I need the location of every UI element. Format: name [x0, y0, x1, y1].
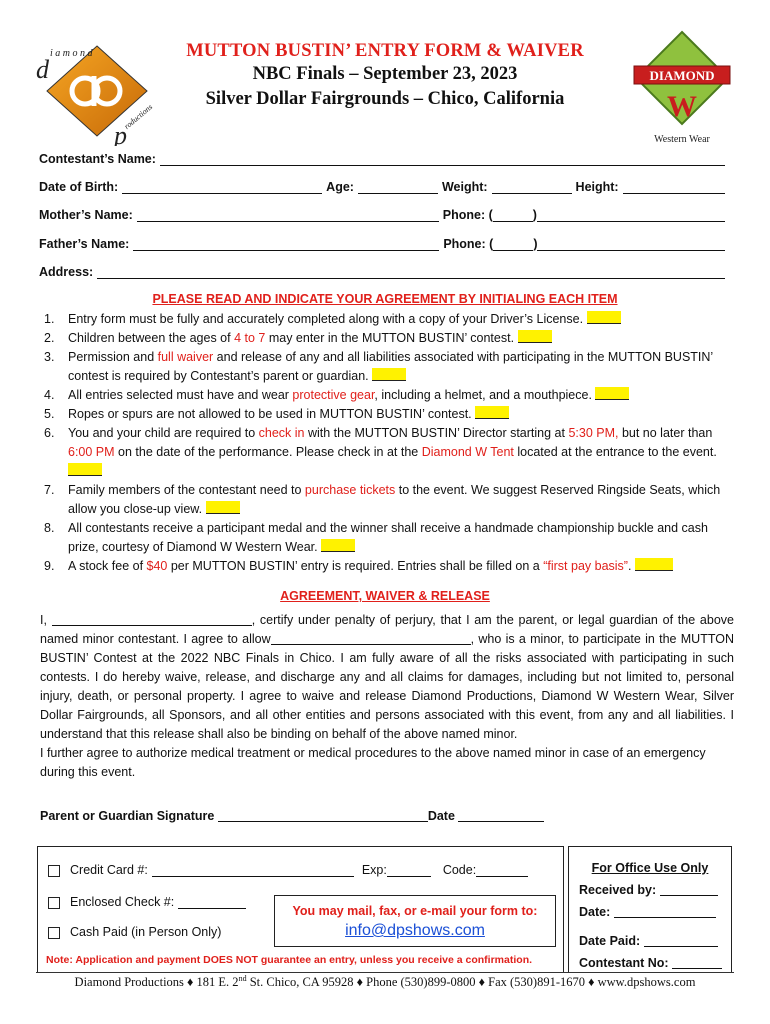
svg-text:roductions: roductions — [122, 102, 155, 132]
office-date-field[interactable] — [614, 905, 716, 918]
dob-label: Date of Birth: — [39, 180, 119, 194]
credit-card-row — [48, 863, 528, 877]
code-field[interactable] — [476, 864, 528, 877]
credit-card-checkbox[interactable] — [48, 865, 60, 877]
highlighted-text: 5:30 PM, — [568, 426, 619, 440]
cash-row — [48, 925, 221, 939]
mail-box — [274, 895, 556, 947]
footer-divider — [36, 972, 734, 973]
agreement-text: Family members of the contestant need to — [68, 483, 305, 497]
waiver-paragraph-2: I further agree to authorize medical treatment or medical procedures to the above named minor in case of an emergency during this event. — [40, 746, 706, 779]
father-phone-area-field[interactable] — [493, 238, 533, 251]
svg-text:i a m o n d: i a m o n d — [50, 48, 93, 59]
mother-name-label: Mother’s Name: — [39, 208, 133, 222]
agreement-item-number: 1. — [44, 312, 55, 326]
agreement-item-number: 6. — [44, 426, 55, 440]
office-date-row — [579, 905, 716, 919]
agreement-item — [40, 481, 734, 519]
check-checkbox[interactable] — [48, 897, 60, 909]
waiver-heading: AGREEMENT, WAIVER & RELEASE — [280, 589, 490, 603]
address-row — [39, 263, 729, 279]
agreement-item — [40, 405, 734, 424]
mother-phone-label: Phone: ( — [442, 208, 493, 222]
signature-row — [40, 809, 544, 823]
initial-field[interactable] — [321, 539, 355, 552]
check-field[interactable] — [178, 896, 246, 909]
father-row — [39, 235, 729, 251]
payment-note: Note: Application and payment DOES NOT guarantee an entry, unless you receive a confirmation. — [46, 954, 533, 966]
agreement-text: to the event. We suggest Reserved Ringside Seats, which allow you close-up view. — [68, 483, 721, 516]
father-phone-field[interactable] — [537, 238, 725, 251]
agreement-text: All entries selected must have and wear — [68, 388, 293, 402]
highlighted-text: check in — [258, 426, 305, 440]
agreement-text: and release of any and all liabilities associated with participating in the MUTTON BUSTIN’ contest is required by Contestant’s parent or guardian. — [68, 350, 713, 383]
svg-text:W: W — [667, 90, 697, 123]
agreement-item-number: 7. — [44, 483, 55, 497]
highlighted-text: Diamond W Tent — [421, 445, 514, 459]
agreement-text: A stock fee of — [68, 559, 147, 573]
agreement-list — [40, 310, 734, 576]
highlighted-text: purchase tickets — [304, 483, 396, 497]
diamond-productions-logo — [22, 36, 172, 146]
agreement-item — [40, 348, 734, 386]
highlighted-text: “first pay basis” — [543, 559, 628, 573]
footer-address: Diamond Productions ♦ 181 E. 2nd St. Chico, CA 95928 ♦ Phone (530)899-0800 ♦ Fax (530)891-1670 ♦ www.dpshows.com — [74, 974, 696, 990]
agreement-item-number: 4. — [44, 388, 55, 402]
signature-date-label: Date — [427, 809, 455, 823]
venue-line: Silver Dollar Fairgrounds – Chico, California — [205, 89, 565, 109]
height-field[interactable] — [623, 181, 725, 194]
credit-card-field[interactable] — [152, 864, 354, 877]
initial-field[interactable] — [587, 311, 621, 324]
initial-field[interactable] — [635, 558, 673, 571]
svg-text:DIAMOND: DIAMOND — [649, 68, 715, 83]
waiver-text-certify: , certify under penalty of perjury, that I am the parent, or legal guardian of the above named minor contestant. I agree to allow — [40, 613, 734, 646]
initial-field[interactable] — [518, 330, 552, 343]
agreement-item — [40, 424, 734, 481]
event-line: NBC Finals – September 23, 2023 — [252, 64, 518, 84]
agreement-text: Permission and — [68, 350, 158, 364]
agreement-item-number: 8. — [44, 521, 55, 535]
agreement-item-number: 9. — [44, 559, 55, 573]
waiver-text-i: I, — [40, 613, 52, 627]
highlighted-text: 6:00 PM — [68, 445, 115, 459]
father-phone-paren: ) — [533, 237, 538, 251]
agreement-item — [40, 557, 734, 576]
received-by-field[interactable] — [660, 883, 718, 896]
cash-label: Cash Paid (in Person Only) — [70, 925, 222, 939]
mother-phone-paren: ) — [532, 208, 537, 222]
check-row — [48, 895, 246, 909]
signature-label: Parent or Guardian Signature — [40, 809, 215, 823]
initial-field[interactable] — [595, 387, 629, 400]
initial-field[interactable] — [372, 368, 406, 381]
weight-label: Weight: — [441, 180, 488, 194]
received-by-row — [579, 883, 718, 897]
initial-field[interactable] — [475, 406, 509, 419]
agreement-text: may enter in the MUTTON BUSTIN’ contest. — [265, 331, 518, 345]
dob-row — [39, 178, 729, 194]
highlighted-text: full waiver — [157, 350, 214, 364]
agreement-text: per MUTTON BUSTIN’ entry is required. Entries shall be filled on a — [167, 559, 544, 573]
agreement-item-number: 3. — [44, 350, 55, 364]
agreement-text: All contestants receive a participant medal and the winner shall receive a handmade championship buckle and cash prize, courtesy of Diamond W Western Wear. — [68, 521, 708, 554]
contestant-no-label: Contestant No: — [579, 956, 669, 970]
date-paid-field[interactable] — [644, 934, 718, 947]
agreement-item-number: 5. — [44, 407, 55, 421]
agreement-text: but no later than — [618, 426, 713, 440]
svg-text:d: d — [36, 55, 49, 84]
agreement-text: on the date of the performance. Please check in at the — [114, 445, 422, 459]
exp-field[interactable] — [387, 864, 431, 877]
agreement-text: with the MUTTON BUSTIN’ Director starting at — [304, 426, 569, 440]
contestant-no-row — [579, 956, 722, 970]
mail-instructions: You may mail, fax, or e-mail your form to: — [292, 904, 538, 918]
office-date-label: Date: — [579, 905, 611, 919]
waiver-text — [40, 611, 734, 782]
exp-label: Exp: — [361, 863, 387, 877]
highlighted-text: $40 — [146, 559, 168, 573]
agreement-item — [40, 386, 734, 405]
agreement-text: . — [627, 559, 635, 573]
agreement-heading: PLEASE READ AND INDICATE YOUR AGREEMENT BY INITIALING EACH ITEM — [152, 292, 618, 306]
agreement-item — [40, 329, 734, 348]
contestant-name-label: Contestant’s Name: — [39, 152, 156, 166]
dob-field[interactable] — [122, 181, 322, 194]
agreement-text: , including a helmet, and a mouthpiece. — [374, 388, 596, 402]
agreement-item-number: 2. — [44, 331, 55, 345]
svg-text:Western Wear: Western Wear — [654, 134, 710, 145]
mother-name-field[interactable] — [137, 209, 439, 222]
waiver-text-release: , who is a minor, to participate in the MUTTON BUSTIN’ Contest at the 2022 NBC Finals in Chico. I am fully aware of all the risks associated with participating in such contests. I do hereby waive, release, and discharge any and all claims for damages, including but not limited to, personal injury, death, or personal property. I agree to waive and release Diamond Productions, Diamond W Western Wear, Silver Dollar Fairgrounds, all Sponsors, and all other entities and persons associated with this event, from any and all liabilities. I understand that this release shall also be binding on behalf of the above named minor. — [40, 632, 734, 741]
mother-row — [39, 206, 729, 222]
code-label: Code: — [442, 863, 477, 877]
svg-text:p: p — [114, 121, 127, 146]
received-by-label: Received by: — [579, 883, 657, 897]
contestant-no-field[interactable] — [672, 956, 722, 969]
check-label: Enclosed Check #: — [70, 895, 175, 909]
diamond-w-logo — [626, 30, 738, 148]
address-label: Address: — [39, 265, 94, 279]
mother-phone-field[interactable] — [537, 209, 725, 222]
highlighted-text: 4 to 7 — [234, 331, 266, 345]
signature-date-field[interactable] — [458, 809, 544, 822]
guardian-name-field[interactable] — [52, 613, 252, 626]
age-label: Age: — [326, 180, 354, 194]
contestant-name-row — [39, 150, 729, 166]
date-paid-row — [579, 934, 718, 948]
minor-name-field[interactable] — [271, 632, 471, 645]
father-name-label: Father’s Name: — [39, 237, 130, 251]
initial-field[interactable] — [68, 463, 102, 476]
agreement-item — [40, 519, 734, 557]
signature-field[interactable] — [218, 809, 428, 822]
agreement-item — [40, 310, 734, 329]
agreement-text: located at the entrance to the event. — [513, 445, 717, 459]
address-field[interactable] — [97, 266, 725, 279]
initial-field[interactable] — [206, 501, 240, 514]
age-field[interactable] — [358, 181, 438, 194]
father-phone-label: Phone: ( — [443, 237, 494, 251]
agreement-text: Children between the ages of — [68, 331, 235, 345]
office-use-box — [568, 846, 732, 973]
cash-checkbox[interactable] — [48, 927, 60, 939]
form-title: MUTTON BUSTIN’ ENTRY FORM & WAIVER — [186, 41, 584, 61]
height-label: Height: — [575, 180, 619, 194]
agreement-text: Ropes or spurs are not allowed to be used in MUTTON BUSTIN’ contest. — [68, 407, 476, 421]
weight-field[interactable] — [492, 181, 572, 194]
agreement-text: Entry form must be fully and accurately completed along with a copy of your Driver’s License. — [68, 312, 587, 326]
email-link[interactable]: info@dpshows.com — [345, 922, 485, 939]
mother-phone-area-field[interactable] — [493, 209, 533, 222]
payment-box — [37, 846, 564, 973]
highlighted-text: protective gear — [292, 388, 375, 402]
waiver-paragraph-1 — [40, 611, 734, 744]
father-name-field[interactable] — [133, 238, 439, 251]
credit-card-label: Credit Card #: — [70, 863, 148, 877]
office-title: For Office Use Only — [591, 861, 709, 875]
contestant-name-field[interactable] — [160, 153, 725, 166]
agreement-text: You and your child are required to — [68, 426, 259, 440]
date-paid-label: Date Paid: — [579, 934, 641, 948]
